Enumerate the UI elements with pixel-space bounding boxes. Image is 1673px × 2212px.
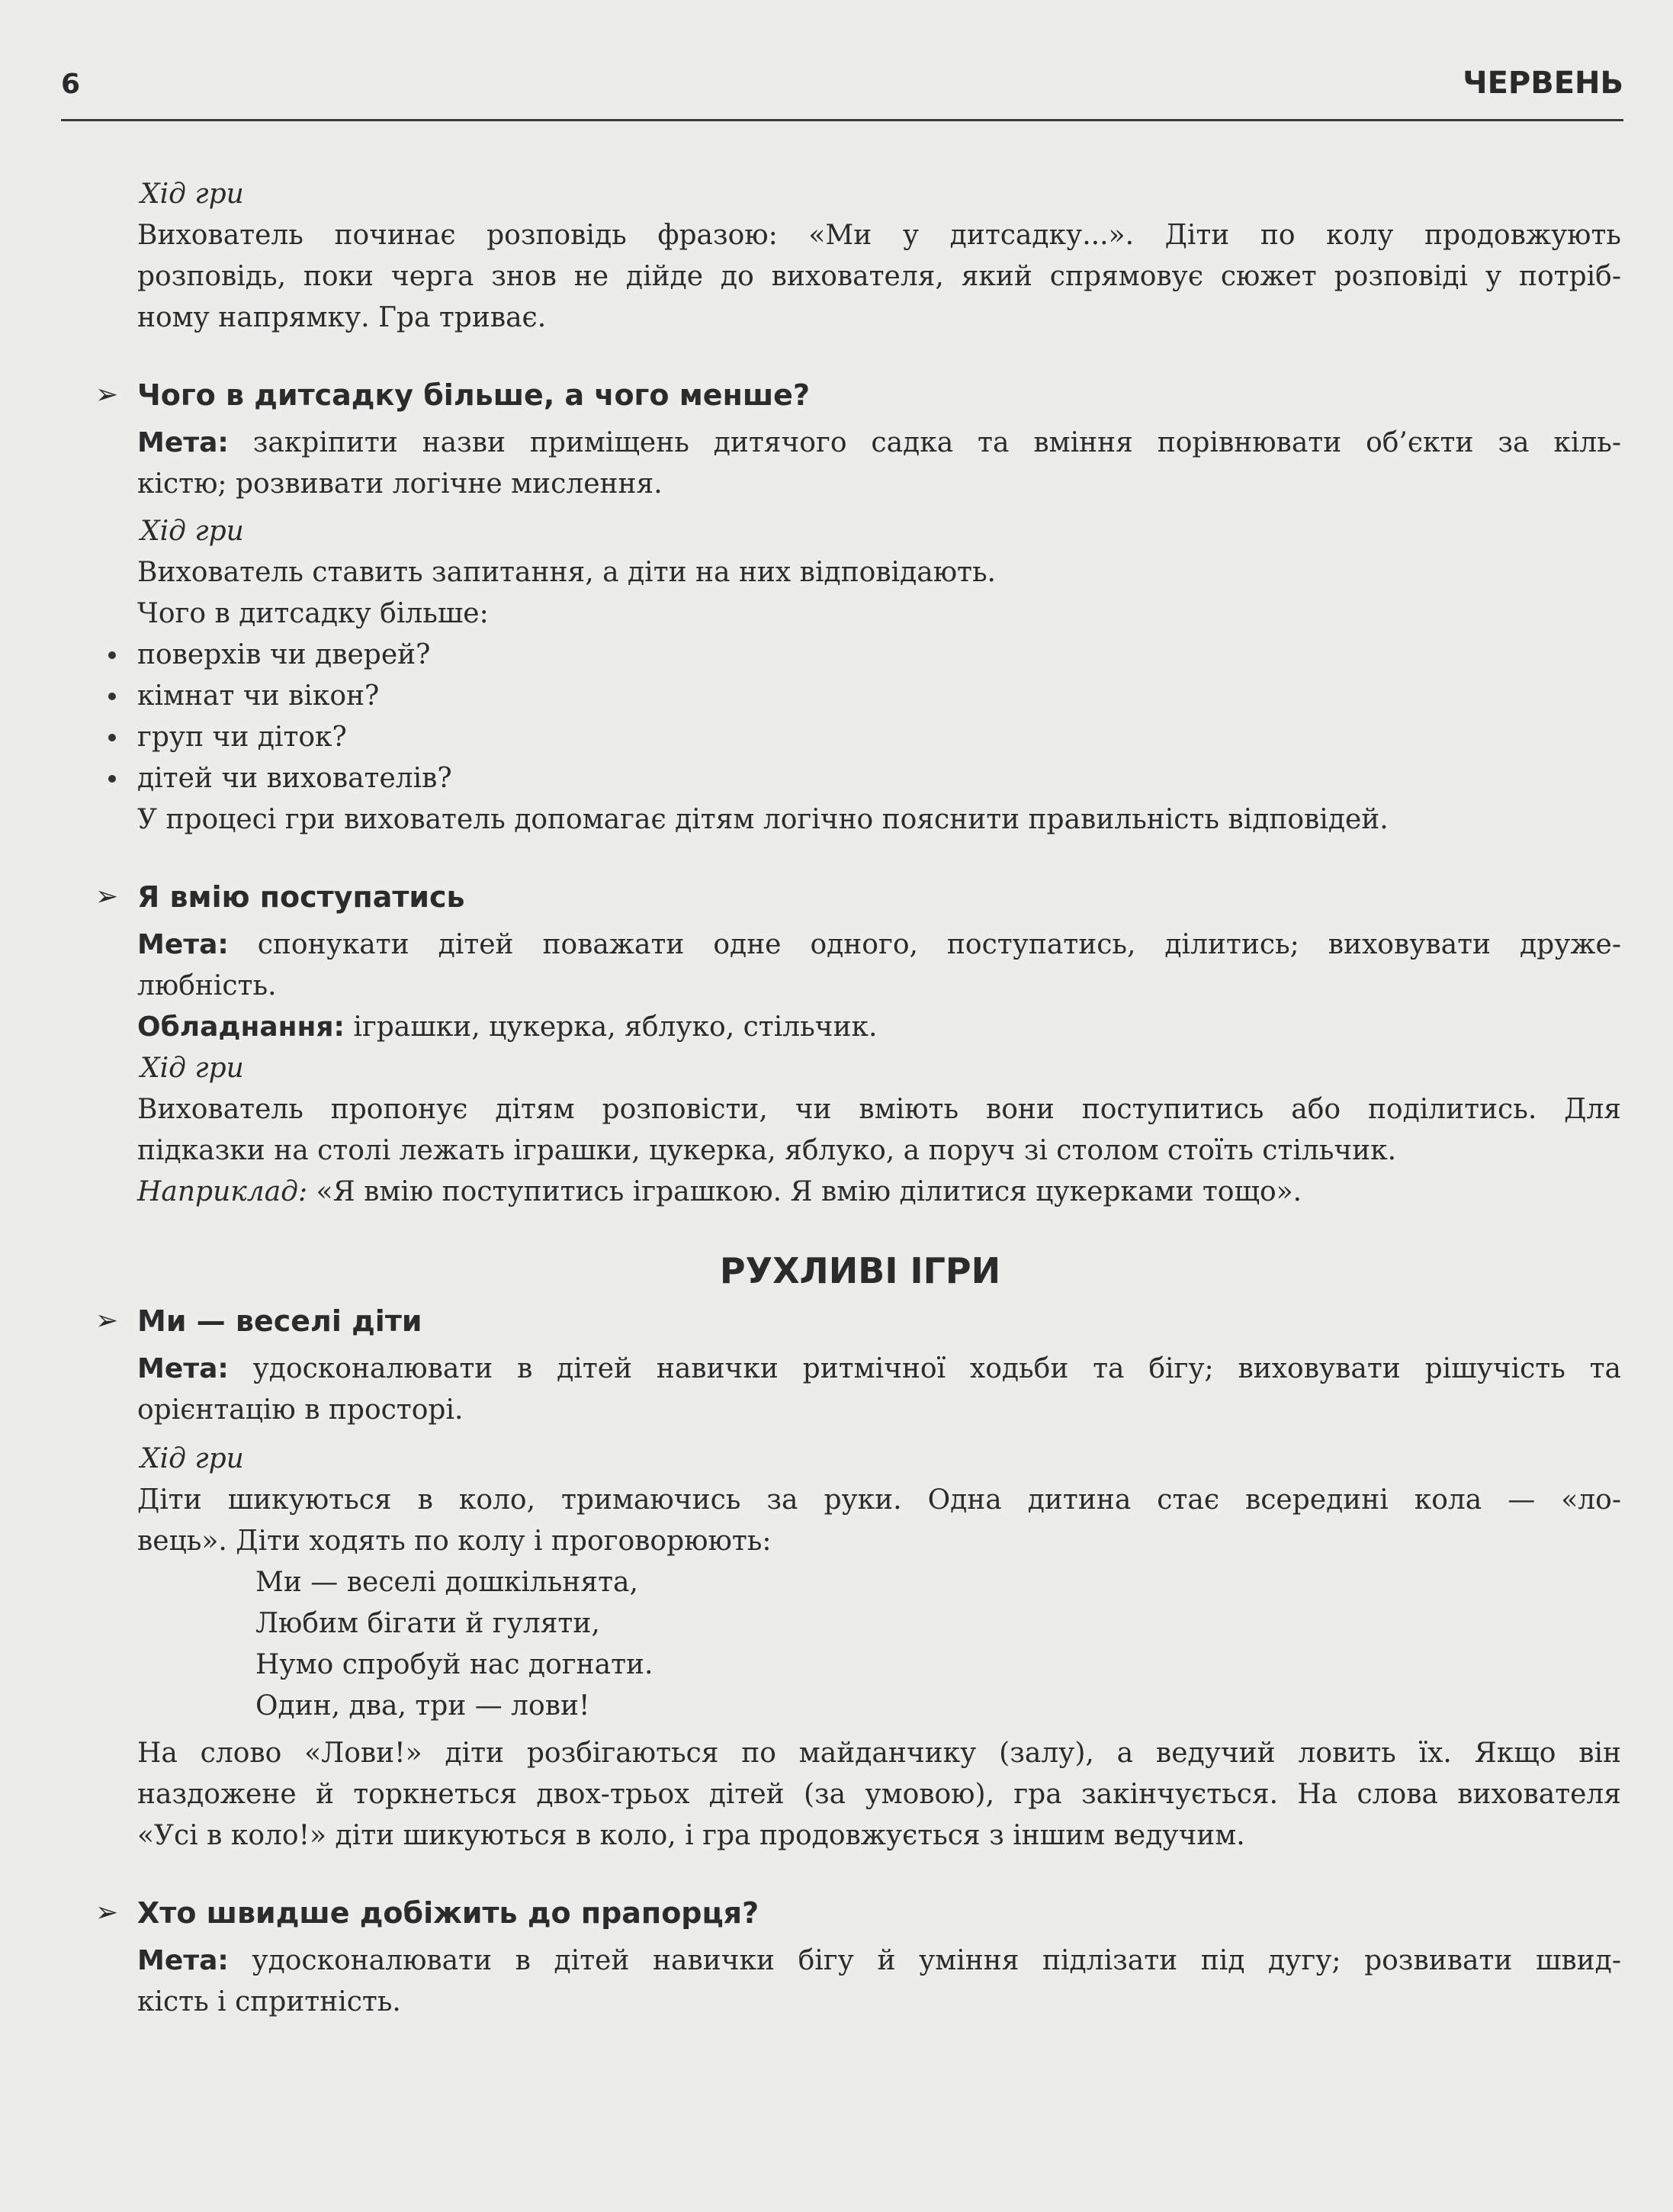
paragraph-line: вець». Діти ходять по колу і проговорюють: <box>137 1526 772 1557</box>
paragraph-line: Вихователь починає розповідь фразою: «Ми у дитсадку...». Діти по колу продовжують <box>137 220 1621 251</box>
goal-label: Мета: <box>137 1945 229 1976</box>
goal-line: Мета: закріпити назви приміщень дитячого садка та вміння порівнювати об’єкти за кіль- <box>137 427 1621 458</box>
list-item: кімнат чи вікон? <box>137 676 1621 717</box>
game-title: Ми — веселі діти <box>137 1304 422 1338</box>
game-heading <box>95 876 1621 918</box>
goal-line: кість і спритність. <box>137 1986 401 2017</box>
paragraph-line: підказки на столі лежать іграшки, цукерка, яблуко, а поруч зі столом стоїть стільчик. <box>137 1135 1397 1166</box>
paragraph-line: Діти шикуються в коло, тримаючись за руки. Одна дитина стає всередині кола — «ло- <box>137 1484 1621 1516</box>
example-label: Наприклад: <box>137 1176 308 1207</box>
game-title: Я вмію поступатись <box>137 880 465 914</box>
equipment-label: Обладнання: <box>137 1011 345 1043</box>
goal-line: Мета: удосконалювати в дітей навички ритмічної ходьби та бігу; виховувати рішучість та <box>137 1353 1621 1384</box>
list-item: груп чи діток? <box>137 717 1621 758</box>
paragraph-line: розповідь, поки черга знов не дійде до вихователя, який спрямовує сюжет розповіді у потріб- <box>137 261 1621 292</box>
paragraph-line: Вихователь пропонує дітям розповісти, чи вміють вони поступитись або поділитись. Для <box>137 1094 1621 1125</box>
paragraph-line: У процесі гри вихователь допомагає дітям логічно пояснити правильність відповідей. <box>137 804 1389 835</box>
goal-line: любність. <box>137 970 277 1002</box>
arrow-bullet-icon: ➢ <box>95 881 119 912</box>
goal-line: орієнтацію в просторі. <box>137 1394 464 1426</box>
page-number: 6 <box>61 69 81 100</box>
hid-gry-label: Хід гри <box>140 1443 244 1474</box>
example-line: Наприклад: «Я вмію поступитись іграшкою. Я вмію ділитися цукерками тощо». <box>137 1176 1302 1207</box>
poem-line: Нумо спробуй нас догнати. <box>255 1649 653 1680</box>
hid-gry-label: Хід гри <box>140 1053 244 1084</box>
paragraph-line: «Усі в коло!» діти шикуються в коло, і гра продовжується з іншим ведучим. <box>137 1820 1245 1851</box>
game-heading <box>95 1892 1621 1934</box>
bullet-dot-icon <box>108 775 116 783</box>
game-title: Чого в дитсадку більше, а чого менше? <box>137 378 810 412</box>
poem-line: Ми — веселі дошкільнята, <box>255 1567 638 1598</box>
hid-gry-label: Хід гри <box>140 178 244 210</box>
paragraph-line: Вихователь ставить запитання, а діти на них відповідають. <box>137 557 997 588</box>
section-title: РУХЛИВІ ІГРИ <box>719 1250 1001 1291</box>
poem-line: Любим бігати й гуляти, <box>255 1608 600 1639</box>
goal-line: Мета: удосконалювати в дітей навички бігу й уміння підлізати під дугу; розвивати швид- <box>137 1945 1621 1976</box>
arrow-bullet-icon: ➢ <box>95 379 119 410</box>
game-heading <box>95 1300 1621 1342</box>
bullet-dot-icon <box>108 651 116 659</box>
equipment-line: Обладнання: іграшки, цукерка, яблуко, стільчик. <box>137 1011 878 1043</box>
bullet-dot-icon <box>108 734 116 741</box>
running-title: ЧЕРВЕНЬ <box>1463 66 1623 101</box>
bullet-dot-icon <box>108 693 116 700</box>
game-heading <box>95 374 1621 416</box>
goal-label: Мета: <box>137 929 229 960</box>
list-item: поверхів чи дверей? <box>137 635 1621 676</box>
paragraph-line: наздожене й торкнеться двох-трьох дітей (за умовою), гра закінчується. На слова вихователя <box>137 1779 1621 1810</box>
goal-label: Мета: <box>137 427 229 458</box>
paragraph-line: ному напрямку. Гра триває. <box>137 302 547 333</box>
list-item: дітей чи вихователів? <box>137 758 1621 799</box>
goal-line: кістю; розвивати логічне мислення. <box>137 468 663 500</box>
arrow-bullet-icon: ➢ <box>95 1897 119 1928</box>
paragraph-line: На слово «Лови!» діти розбігаються по майданчику (залу), а ведучий ловить їх. Якщо він <box>137 1738 1621 1769</box>
goal-line: Мета: спонукати дітей поважати одне одного, поступатись, ділитись; виховувати друже- <box>137 929 1621 960</box>
page-header <box>61 63 1623 121</box>
paragraph-line: Чого в дитсадку більше: <box>137 598 489 629</box>
game-title: Хто швидше добіжить до прапорця? <box>137 1896 759 1930</box>
page-content <box>95 174 1621 2023</box>
goal-label: Мета: <box>137 1353 229 1384</box>
poem-line: Один, два, три — лови! <box>255 1690 590 1722</box>
arrow-bullet-icon: ➢ <box>95 1305 119 1336</box>
hid-gry-label: Хід гри <box>140 516 244 547</box>
